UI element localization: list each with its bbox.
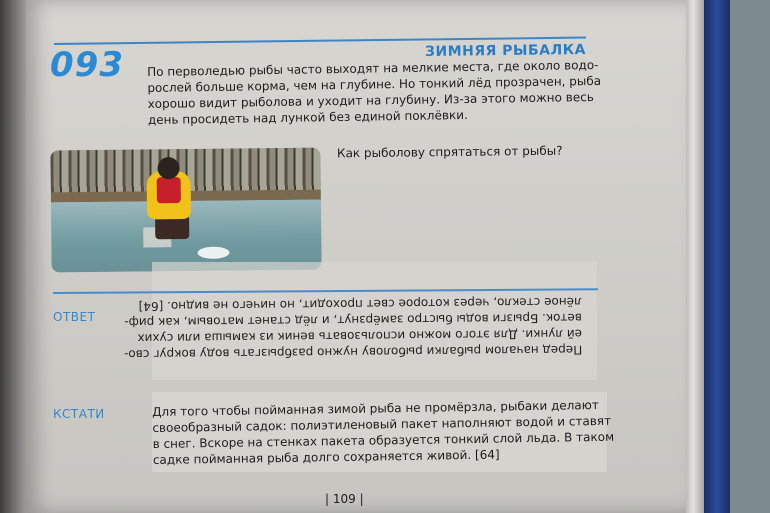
answer-line: Перед началом рыбалки рыболову нужно разбрызгать воду вокруг сво- [123, 342, 583, 362]
kstati-label: КСТАТИ [53, 407, 105, 421]
chapter-title: ЗИМНЯЯ РЫБАЛКА [424, 42, 587, 60]
intro-line: хорошо видит рыболова и уходит на глубину. Из-за этого можно весь [147, 89, 594, 111]
answer-line: ей лунки. Для этого можно использовать веник из камыша или сухих [137, 326, 583, 346]
photo-fisherman-head [157, 157, 179, 179]
answer-paragraph-upside-down [123, 294, 583, 362]
kstati-paragraph [152, 397, 613, 468]
kstati-line: садке пойманная рыба долго сохраняется живой. [64] [152, 447, 500, 467]
intro-line: рослей больше корма, чем на глубине. Но тонкий лёд прозрачен, рыба [147, 73, 602, 95]
intro-paragraph [147, 57, 602, 128]
entry-number: 093 [50, 45, 124, 85]
kstati-line: Для того чтобы пойманная зимой рыба не промёрзла, рыбаки делают [152, 397, 599, 419]
answer-line: лёное стекло, через которое свет проходит, но ничего не видно. [64] [138, 294, 582, 314]
ice-fishing-photo [50, 148, 321, 273]
kstati-line: в снег. Вскоре на стенках пакета образуется тонкий слой льда. В таком [152, 429, 615, 451]
question-text: Как рыболову спрятаться от рыбы? [336, 143, 563, 161]
page-number: | 109 | [325, 492, 364, 506]
answer-label: ОТВЕТ [53, 310, 96, 324]
photo-fisherman-scarf [157, 177, 181, 203]
table-surface [730, 0, 770, 513]
answer-line: веток. Брызги воды быстро замёрзнут, и лёд станет матовым, как риф- [124, 310, 582, 330]
page-edges [686, 0, 704, 513]
book-cover-spine [704, 0, 730, 513]
kstati-line: своеобразный садок: полиэтиленовый пакет наполняют водой и ставят [152, 413, 612, 435]
intro-line: день просидеть над лункой без единой поклёвки. [147, 107, 468, 127]
intro-line: По перволедью рыбы часто выходят на мелкие места, где около водо- [147, 57, 599, 79]
